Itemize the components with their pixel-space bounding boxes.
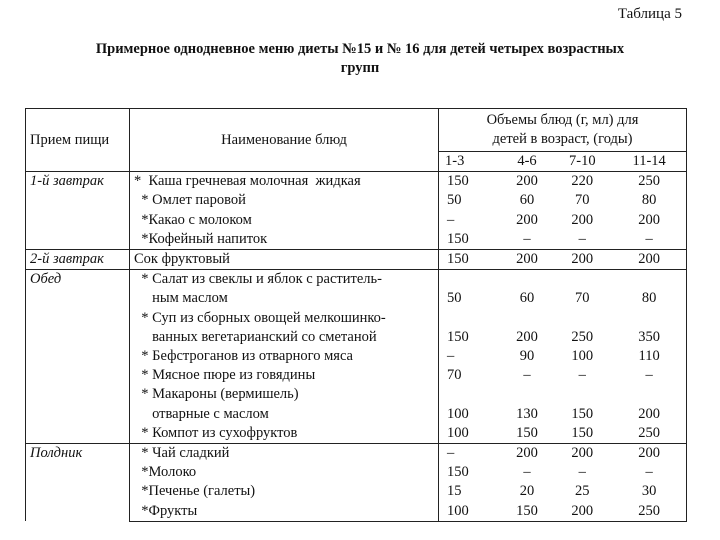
volume-cell: 25 (575, 483, 590, 500)
volume-cell: 150 (447, 464, 469, 481)
dish-name: *Какао с молоком (130, 211, 439, 230)
volume-cell: 150 (571, 405, 594, 422)
dish-name: *Печенье (галеты) (130, 482, 439, 501)
header-volumes (439, 109, 687, 152)
volume-cell: 200 (612, 405, 686, 424)
volume-cell (439, 270, 502, 290)
volume-cell: 200 (552, 250, 612, 270)
volume-cell: 150 (516, 424, 538, 441)
volume-cell: 200 (552, 502, 612, 522)
diet-menu-table (25, 108, 687, 522)
volume-cell: 15 (447, 483, 462, 500)
volume-cell: 150 (502, 502, 553, 522)
volume-cell: 60 (519, 192, 535, 209)
table-label: Таблица 5 (617, 6, 682, 22)
header-dish: Наименование блюд (130, 109, 439, 172)
title-line-2: групп (340, 60, 380, 76)
table-row (26, 172, 687, 192)
dish-name: * Салат из свеклы и яблок с раститель- (130, 270, 439, 290)
table-row (26, 270, 687, 290)
volume-cell: – (447, 348, 455, 365)
volume-cell: 100 (439, 502, 502, 522)
volume-cell: – (612, 463, 686, 482)
header-volumes-line-2: детей в возраст, (годы) (492, 131, 633, 147)
volume-cell (439, 309, 502, 328)
volume-cell: 200 (502, 250, 553, 270)
volume-cell: 200 (516, 328, 538, 345)
volume-cell: 200 (612, 211, 686, 230)
header-meal: Прием пищи (26, 109, 130, 172)
volume-cell: 220 (552, 172, 612, 192)
dish-name: * Макароны (вермишель) (130, 385, 439, 404)
volume-cell: 200 (502, 172, 553, 192)
meal-label: Обед (26, 270, 130, 444)
volume-cell (439, 385, 502, 404)
volume-cell: – (612, 230, 686, 250)
volume-cell: 200 (502, 444, 553, 464)
volume-cell: – (523, 464, 531, 481)
volume-cell: 60 (519, 290, 535, 307)
volume-cell (552, 270, 612, 290)
header-age-11-14: 11-14 (612, 152, 686, 172)
meal-label: 2-й завтрак (26, 250, 130, 270)
volume-cell: 200 (612, 444, 686, 464)
volume-cell: 250 (612, 172, 686, 192)
header-volumes-line-1: Объемы блюд (г, мл) для (486, 112, 639, 128)
volume-cell: – (578, 464, 586, 481)
volume-cell (502, 309, 553, 328)
volume-cell: 150 (447, 328, 469, 345)
volume-cell: 250 (612, 502, 686, 522)
header-age-1-3: 1-3 (439, 152, 502, 172)
dish-name: ным маслом (130, 289, 439, 308)
volume-cell: 130 (516, 405, 538, 422)
volume-cell: 150 (571, 424, 594, 441)
volume-cell: 50 (447, 290, 462, 307)
volume-cell: 110 (612, 347, 686, 366)
header-age-4-6: 4-6 (502, 152, 553, 172)
volume-cell: – (523, 367, 531, 384)
volume-cell: 250 (571, 328, 594, 345)
dish-name: * Чай сладкий (130, 444, 439, 464)
volume-cell: 100 (571, 348, 594, 365)
volume-cell: 350 (612, 328, 686, 347)
volume-cell: 50 (447, 192, 462, 209)
table-row (26, 250, 687, 270)
volume-cell: 200 (571, 211, 594, 228)
title-line-1: Примерное однодневное меню диеты №15 и № 16 для детей четырех возрастных (95, 41, 625, 57)
volume-cell (612, 385, 686, 404)
volume-cell (502, 385, 553, 404)
dish-name: * Каша гречневая молочная жидкая (130, 172, 439, 192)
header-age-7-10: 7-10 (552, 152, 612, 172)
volume-cell: 70 (575, 192, 590, 209)
meal-label: Полдник (26, 444, 130, 522)
volume-cell: 90 (519, 348, 535, 365)
volume-cell (552, 309, 612, 328)
meal-label: 1-й завтрак (26, 172, 130, 250)
dish-name: * Бефстроганов из отварного мяса (130, 347, 439, 366)
volume-cell: 250 (612, 424, 686, 444)
volume-cell: 200 (612, 250, 686, 270)
dish-name: ванных вегетарианский со сметаной (130, 328, 439, 347)
header-row (26, 109, 687, 152)
volume-cell: 150 (447, 230, 469, 247)
table-row (26, 444, 687, 464)
volume-cell: 30 (612, 482, 686, 501)
volume-cell: – (578, 230, 586, 247)
dish-name: * Омлет паровой (130, 191, 439, 210)
table-title (20, 40, 700, 78)
volume-cell: 70 (447, 367, 462, 384)
dish-name: * Компот из сухофруктов (130, 424, 439, 444)
volume-cell (502, 270, 553, 290)
volume-cell: – (612, 366, 686, 385)
volume-cell: 100 (447, 405, 469, 422)
dish-name: *Кофейный напиток (130, 230, 439, 250)
volume-cell: 200 (516, 211, 538, 228)
volume-cell: 200 (552, 444, 612, 464)
volume-cell: 20 (519, 483, 535, 500)
dish-name: отварные с маслом (130, 405, 439, 424)
dish-name: Сок фруктовый (130, 250, 439, 270)
volume-cell: 80 (612, 191, 686, 210)
volume-cell: 150 (439, 250, 502, 270)
dish-name: * Мясное пюре из говядины (130, 366, 439, 385)
volume-cell (552, 385, 612, 404)
volume-cell: 70 (575, 290, 590, 307)
volume-cell (612, 270, 686, 290)
volume-cell: 100 (447, 424, 469, 441)
volume-cell: – (447, 211, 455, 228)
volume-cell: – (578, 367, 586, 384)
volume-cell: – (439, 444, 502, 464)
dish-name: * Суп из сборных овощей мелкошинко- (130, 309, 439, 328)
volume-cell: 80 (612, 289, 686, 308)
dish-name: *Фрукты (130, 502, 439, 522)
dish-name: *Молоко (130, 463, 439, 482)
volume-cell: – (523, 230, 531, 247)
volume-cell: 150 (439, 172, 502, 192)
volume-cell (612, 309, 686, 328)
